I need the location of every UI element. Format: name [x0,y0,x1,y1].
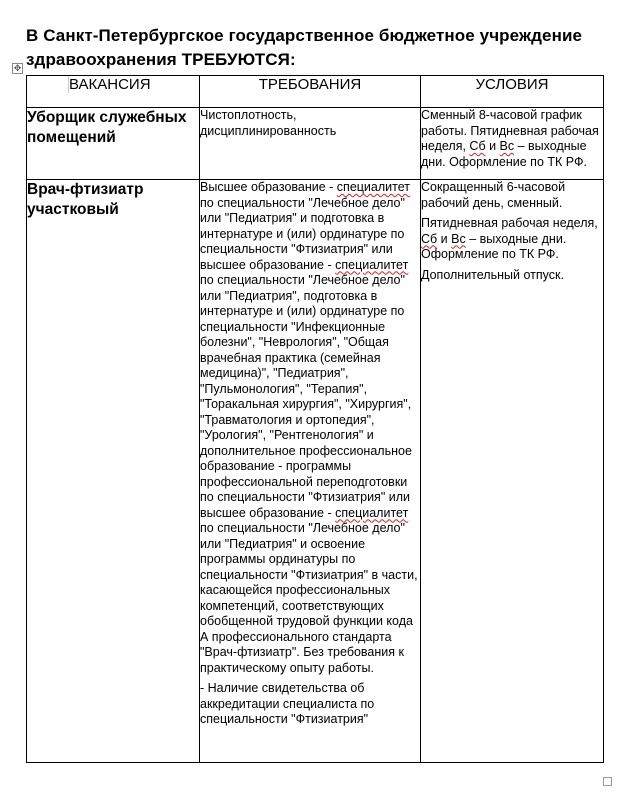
requirements-text: Чистоплотность, дисциплинированность [200,108,337,138]
spellcheck-word[interactable]: Сб [421,231,438,246]
requirements-education [200,180,420,676]
conditions-text-part: Пятидневная рабочая неделя, [421,216,598,230]
spellcheck-word[interactable]: специалитет [336,180,410,194]
table-row [27,180,604,763]
conditions-leave: Дополнительный отпуск. [421,267,564,282]
conditions-schedule [421,216,603,263]
table-resize-handle-icon[interactable] [603,777,612,786]
table-move-handle-icon[interactable]: ✥ [13,63,22,73]
requirements-accreditation: - Наличие свидетельства об аккредитации специалиста по специальности "Фтизиатрия" [200,681,375,726]
conditions-text-part: и [485,139,500,153]
header-vacancy [27,76,200,108]
conditions-text-part: и [437,231,452,246]
conditions-text-part: – выходные дни. Оформление по ТК РФ. [421,231,567,261]
spellcheck-word[interactable]: Вс [499,139,515,153]
requirements-cell [200,108,421,180]
spellcheck-word[interactable]: Вс [451,231,466,246]
heading-text: В Санкт-Петербургское государственное бюджетное учреждение здравоохранения [26,26,583,69]
vacancies-table [26,75,604,763]
heading-emphasis: ТРЕБУЮТСЯ: [181,50,296,69]
table-row [27,108,604,180]
vacancy-title: Врач-фтизиатр участковый [27,180,200,763]
conditions-text [421,108,603,170]
conditions-hours: Сокращенный 6-часовой рабочий день, сменный. [421,180,566,210]
spellcheck-word[interactable]: Сб [469,139,486,153]
header-requirements: ТРЕБОВАНИЯ [200,76,421,108]
conditions-text-part: – выходные дни. Оформление по ТК РФ. [421,139,587,169]
conditions-text-part: Сменный 8-часовой график работы. Пятидневная рабочая неделя, [421,108,599,153]
requirements-text-part: по специальности "Лечебное дело" или "Педиатрия", подготовка в интернатуре и (или) ординатуре по специальности "Инфекционные болезни", "Неврология", "Общая врачебная практика (семейная медицина)", "Педиатрия", "Пульмонология", "Терапия", "Торакальная хирургия", "Хирургия", "Травматология и ортопедия", "Урология", "Рентгенология" и дополнительное профессиональное образование - программы профессиональной переподготовки по специальности "Фтизиатрия" или высшее образование - [200,273,412,520]
requirements-cell [200,180,421,763]
conditions-cell [421,108,604,180]
spellcheck-word[interactable]: специалитет [335,257,409,272]
vacancy-title: Уборщик служебных помещений [27,108,200,180]
header-conditions: УСЛОВИЯ [421,76,604,108]
requirements-text-part: по специальности "Лечебное дело" или "Педиатрия" и подготовка в интернатуре и (или) ординатуре по специальности "Фтизиатрия" или высшее образование - [200,195,405,272]
conditions-cell [421,180,604,763]
spellcheck-word[interactable]: специалитет [335,505,409,520]
requirements-text-part: по специальности "Лечебное дело" или "Педиатрия" и освоение программы ординатуры по специальности "Фтизиатрия" в части, касающейся профессиональных компетенций, соответствующих обобщенной трудовой функции кода А профессионального стандарта "Врач-фтизиатр". Без требования к практическому опыту работы. [200,521,418,675]
requirements-text-part: Высшее образование - [200,180,337,194]
table-header-row [27,76,604,108]
header-vacancy-label: ВАКАНСИЯ [69,76,151,93]
page-heading [26,24,606,72]
